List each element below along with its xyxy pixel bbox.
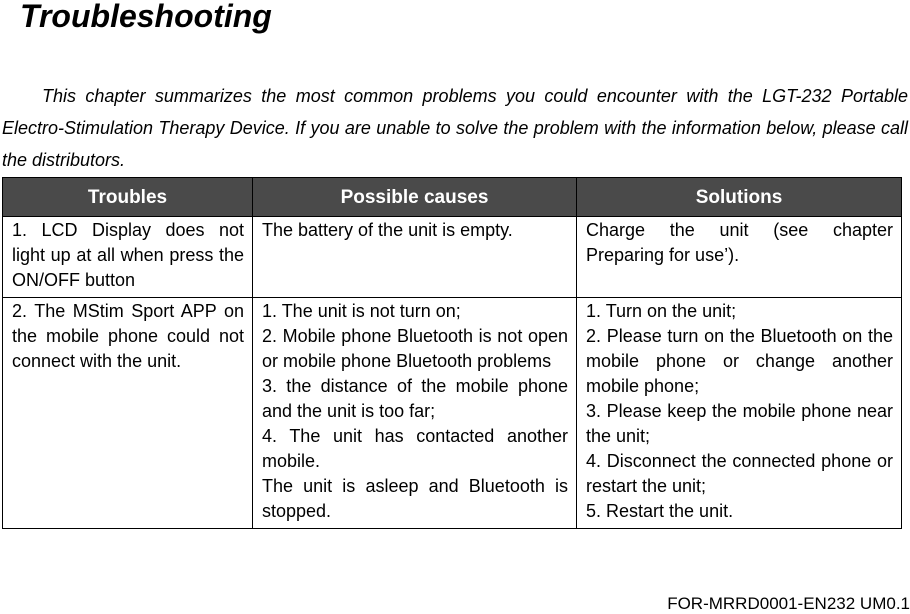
solution-line: 4. Disconnect the connected phone or restart the unit; (586, 451, 893, 496)
intro-paragraph: This chapter summarizes the most common problems you could encounter with the LGT-232 Portable Electro-Stimulation Therapy Device. If you are unable to solve the problem with the information below, please call the distributors. (2, 86, 908, 170)
cause-line: 1. The unit is not turn on; (262, 301, 461, 321)
cause-line: The unit is asleep and Bluetooth is stopped. (262, 476, 568, 521)
causes-cell (253, 217, 577, 298)
cause-line: 2. Mobile phone Bluetooth is not open or mobile phone Bluetooth problems (262, 326, 568, 371)
trouble-cell: 1. LCD Display does not light up at all when press the ON/OFF button (3, 217, 253, 298)
cause-line: The battery of the unit is empty. (262, 220, 513, 240)
cause-line: 4. The unit has contacted another mobile. (262, 426, 568, 471)
document-footer-code: FOR-MRRD0001-EN232 UM0.1 (667, 594, 910, 613)
table-row (3, 217, 902, 298)
solutions-cell (577, 217, 902, 298)
solutions-cell (577, 298, 902, 529)
table-header-row (3, 178, 902, 217)
page-title: Troubleshooting (20, 0, 272, 34)
solution-line: 1. Turn on the unit; (586, 301, 737, 321)
causes-cell (253, 298, 577, 529)
solution-line: 2. Please turn on the Bluetooth on the mobile phone or change another mobile phone; (586, 326, 893, 396)
header-solutions: Solutions (577, 178, 902, 217)
solution-line: 5. Restart the unit. (586, 501, 734, 521)
table-row (3, 298, 902, 529)
solution-line: 3. Please keep the mobile phone near the unit; (586, 401, 893, 446)
trouble-cell: 2. The MStim Sport APP on the mobile phone could not connect with the unit. (3, 298, 253, 529)
header-troubles: Troubles (3, 178, 253, 217)
header-possible-causes: Possible causes (253, 178, 577, 217)
solution-line: Charge the unit (see chapter Preparing for use’). (586, 220, 893, 265)
cause-line: 3. the distance of the mobile phone and the unit is too far; (262, 376, 568, 421)
troubleshooting-table (2, 177, 902, 529)
